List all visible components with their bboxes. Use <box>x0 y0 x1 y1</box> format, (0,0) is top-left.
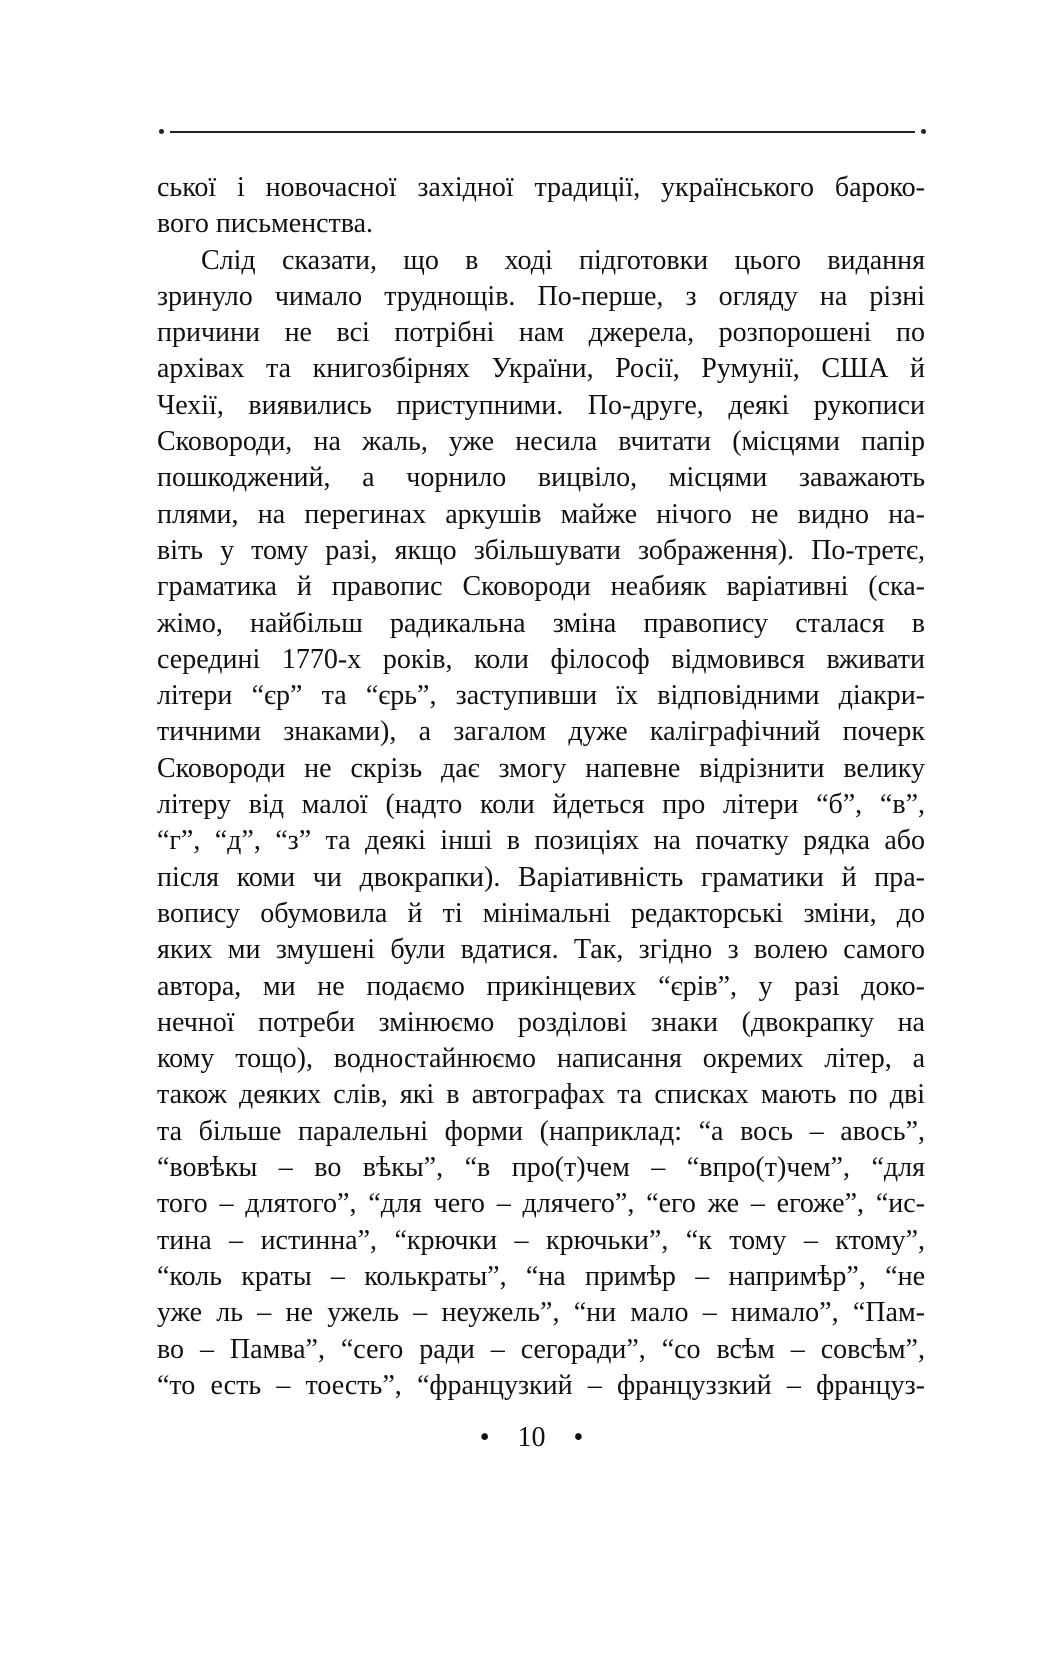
text-line: Слід сказати, що в ході підготовки цього видання <box>201 244 925 276</box>
text-line: вопису обумовила й ті мінімальні редакторські зміни, до <box>157 897 925 929</box>
text-line: Чехії, виявились приступними. По-друге, деякі рукописи <box>157 389 925 421</box>
text-line: літеру від малої (надто коли йдеться про літери “б”, “в”, <box>157 789 925 821</box>
text-line: того – длятого”, “для чего – длячего”, “его же – егоже”, “ис- <box>157 1188 925 1220</box>
text-line: нечної потреби змінюємо розділові знаки (двокрапку на <box>157 1006 925 1038</box>
text-line: яких ми змушені були вдатися. Так, згідно з волею самого <box>157 934 925 966</box>
text-line: “вовѣкы – во вѣкы”, “в про(т)чем – “впро(т)чем”, “для <box>157 1152 925 1184</box>
header-rule-dot-left <box>159 129 164 134</box>
text-line: плями, на перегинах аркушів майже нічого не видно на- <box>157 498 925 530</box>
text-line: причини не всі потрібні нам джерела, розпорошені по <box>157 317 925 349</box>
text-line: пошкоджений, а чорнило вицвіло, місцями заважають <box>157 462 925 494</box>
text-line: також деяких слів, які в автографах та списках мають по дві <box>157 1079 925 1111</box>
text-line: літери “єр” та “єрь”, заступивши їх відповідними діакри- <box>157 680 925 712</box>
page-number-footer <box>0 1422 1063 1454</box>
text-line: та більше паралельні форми (наприклад: “а вось – авось”, <box>157 1115 925 1147</box>
header-rule <box>170 131 915 133</box>
text-line: архівах та книгозбірнях України, Росії, Румунії, США й <box>157 353 925 385</box>
text-line: віть у тому разі, якщо збільшувати зображення). По-третє, <box>157 534 925 566</box>
header-rule-dot-right <box>921 129 926 134</box>
text-line: во – Памва”, “сего ради – сегоради”, “со всѣм – совсѣм”, <box>157 1333 925 1365</box>
text-line: після коми чи двокрапки). Варіативність граматики й пра- <box>157 861 925 893</box>
text-line: уже ль – не ужель – неужель”, “ни мало – нимало”, “Пам- <box>157 1297 925 1329</box>
text-line: ської і новочасної західної традиції, українського бароко- <box>157 172 925 203</box>
text-line: “коль краты – колькраты”, “на примѣр – напримѣр”, “не <box>157 1260 925 1292</box>
text-line: автора, ми не подаємо прикінцевих “єрів”, у разі доко- <box>157 970 925 1002</box>
text-line: тина – истинна”, “крючки – крючьки”, “к тому – ктому”, <box>157 1224 925 1256</box>
text-line: жімо, найбільш радикальна зміна правопису сталася в <box>157 607 925 639</box>
text-line: Сковороди не скрізь дає змогу напевне відрізнити велику <box>157 752 925 784</box>
bullet-icon: • <box>573 1422 584 1453</box>
text-line: тичними знаками), а загалом дуже каліграфічний почерк <box>157 716 925 748</box>
text-line: вого письменства. <box>157 208 374 240</box>
text-line: Сковороди, на жаль, уже несила вчитати (місцями папір <box>157 426 925 458</box>
text-line: “г”, “д”, “з” та деякі інші в позиціях на початку рядка або <box>157 825 925 857</box>
text-line: середині 1770-х років, коли філософ відмовився вживати <box>157 643 925 675</box>
bullet-icon: • <box>479 1422 490 1453</box>
text-line: зринуло чимало труднощів. По-перше, з огляду на різні <box>157 280 925 312</box>
text-line: кому тощо), водностайнюємо написання окремих літер, а <box>157 1043 925 1075</box>
text-line: граматика й правопис Сковороди неабияк варіативні (ска- <box>157 571 925 603</box>
page-number: 10 <box>517 1422 546 1453</box>
text-line: “то есть – тоесть”, “французкий – француззкий – француз- <box>157 1369 925 1401</box>
body-text <box>157 170 925 1404</box>
